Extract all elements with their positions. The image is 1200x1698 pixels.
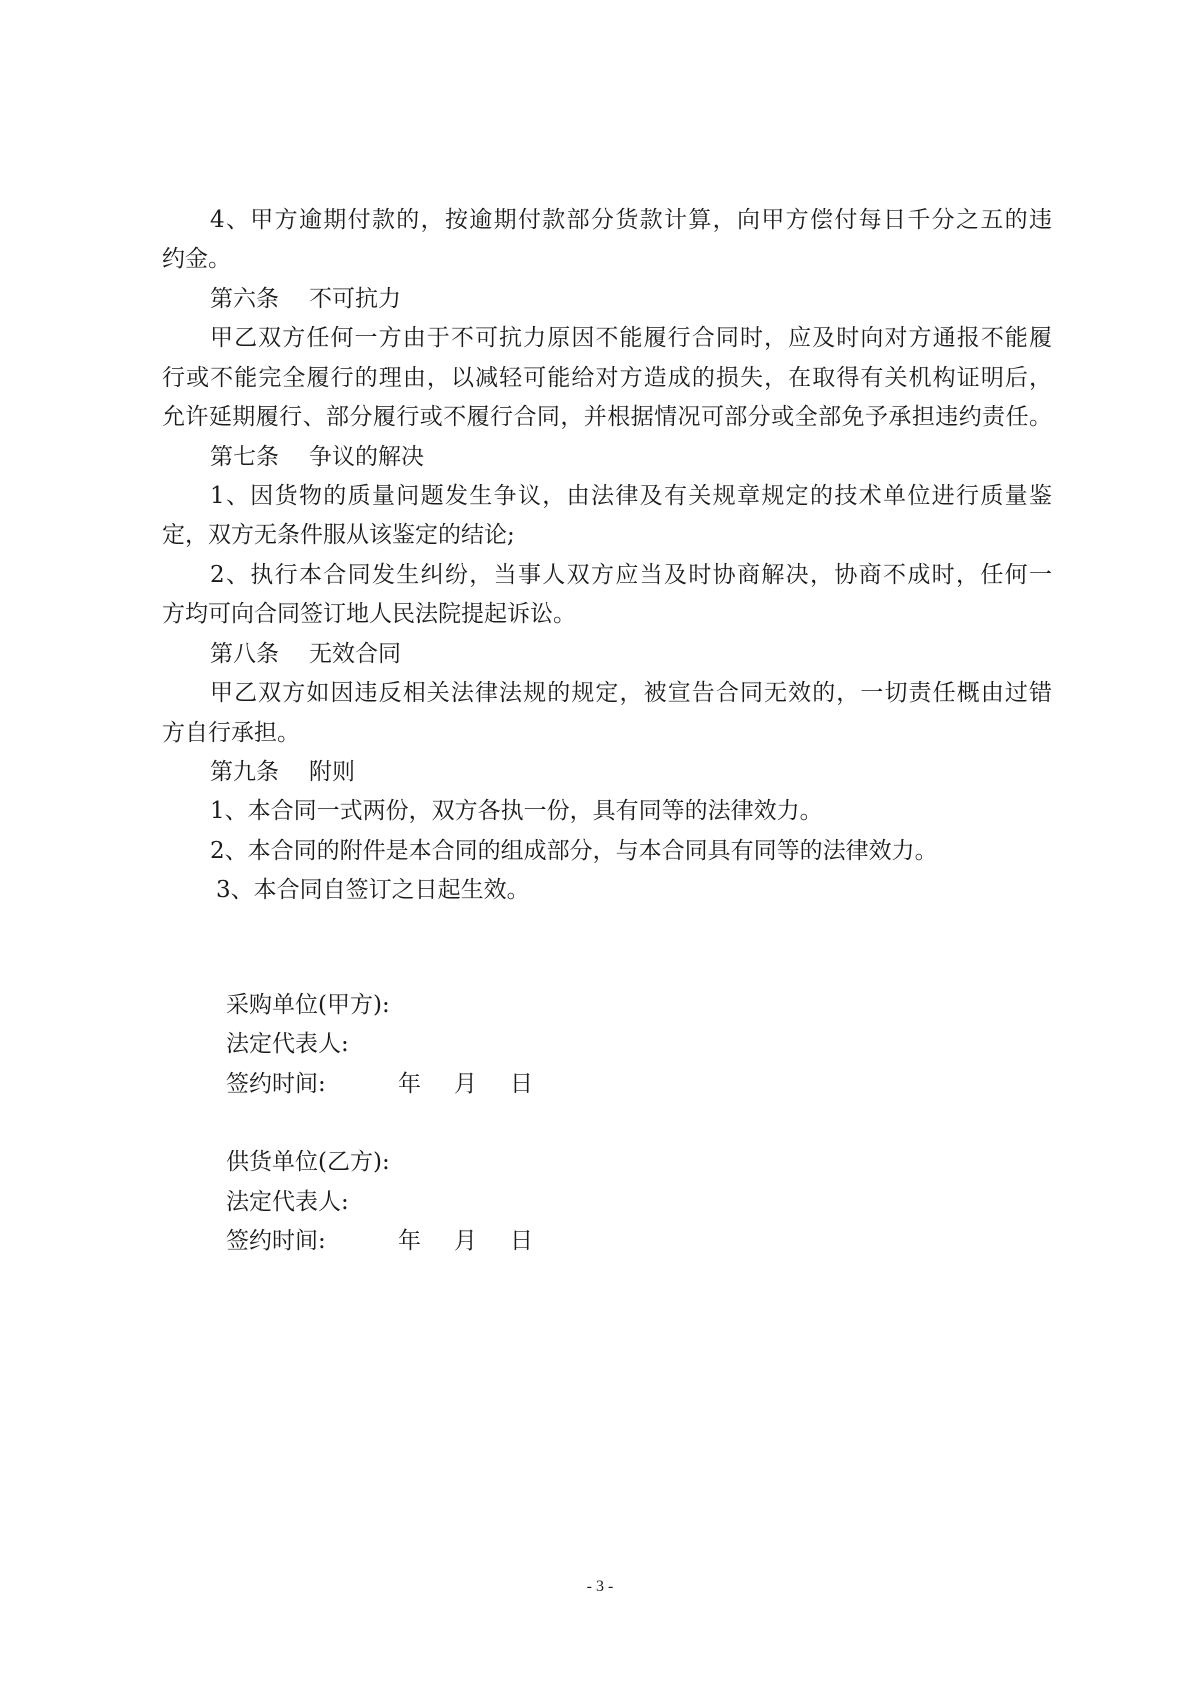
article-7-item-2-line-2: 方均可向合同签订地人民法院提起诉讼。 [162,601,576,627]
supplier-representative-label: 法定代表人: [226,1189,349,1215]
clause-4-line-2: 约金。 [162,246,231,272]
article-8-title: 无效合同 [309,641,401,667]
buyer-month-label: 月 [454,1071,477,1097]
page-number: - 3 - [586,1578,614,1595]
article-9-item-3: 3、本合同自签订之日起生效。 [216,877,530,903]
supplier-unit-label: 供货单位(乙方): [226,1149,390,1175]
article-9-number: 第九条 [210,759,279,785]
article-9-title: 附则 [309,759,355,785]
supplier-signing-date [226,1226,533,1256]
clause-4-line-1: 4、甲方逾期付款的，按逾期付款部分货款计算，向甲方偿付每日千分之五的违 [210,207,1052,233]
supplier-month-label: 月 [454,1228,477,1254]
article-7-item-1-line-1: 1、因货物的质量问题发生争议，由法律及有关规章规定的技术单位进行质量鉴 [210,483,1052,509]
article-7-item-2-line-1: 2、执行本合同发生纠纷，当事人双方应当及时协商解决，协商不成时，任何一 [210,562,1052,588]
supplier-year-label: 年 [398,1228,421,1254]
article-8-line-2: 方自行承担。 [162,720,300,746]
supplier-day-label: 日 [510,1228,533,1254]
article-7-number: 第七条 [210,444,279,470]
article-9-item-2: 2、本合同的附件是本合同的组成部分，与本合同具有同等的法律效力。 [210,838,938,864]
article-6-line-2: 行或不能完全履行的理由，以减轻可能给对方造成的损失，在取得有关机构证明后， [162,365,1052,391]
article-7-title: 争议的解决 [309,444,424,470]
buyer-date-label: 签约时间: [226,1071,326,1097]
article-6-heading [210,284,401,314]
buyer-day-label: 日 [510,1071,533,1097]
buyer-year-label: 年 [398,1071,421,1097]
article-7-heading [210,442,424,472]
article-6-line-3: 允许延期履行、部分履行或不履行合同，并根据情况可部分或全部免予承担违约责任。 [162,404,1052,430]
article-8-number: 第八条 [210,641,279,667]
article-8-line-1: 甲乙双方如因违反相关法律法规的规定，被宣告合同无效的，一切责任概由过错 [210,680,1052,706]
buyer-signing-date [226,1069,533,1099]
article-9-item-1: 1、本合同一式两份，双方各执一份，具有同等的法律效力。 [210,798,823,824]
article-6-title: 不可抗力 [309,286,401,312]
supplier-date-label: 签约时间: [226,1228,326,1254]
buyer-representative-label: 法定代表人: [226,1031,349,1057]
buyer-unit-label: 采购单位(甲方): [226,992,390,1018]
article-8-heading [210,639,401,669]
article-6-number: 第六条 [210,286,279,312]
article-9-heading [210,757,355,787]
article-7-item-1-line-2: 定，双方无条件服从该鉴定的结论; [162,522,515,548]
article-6-line-1: 甲乙双方任何一方由于不可抗力原因不能履行合同时，应及时向对方通报不能履 [210,325,1052,351]
